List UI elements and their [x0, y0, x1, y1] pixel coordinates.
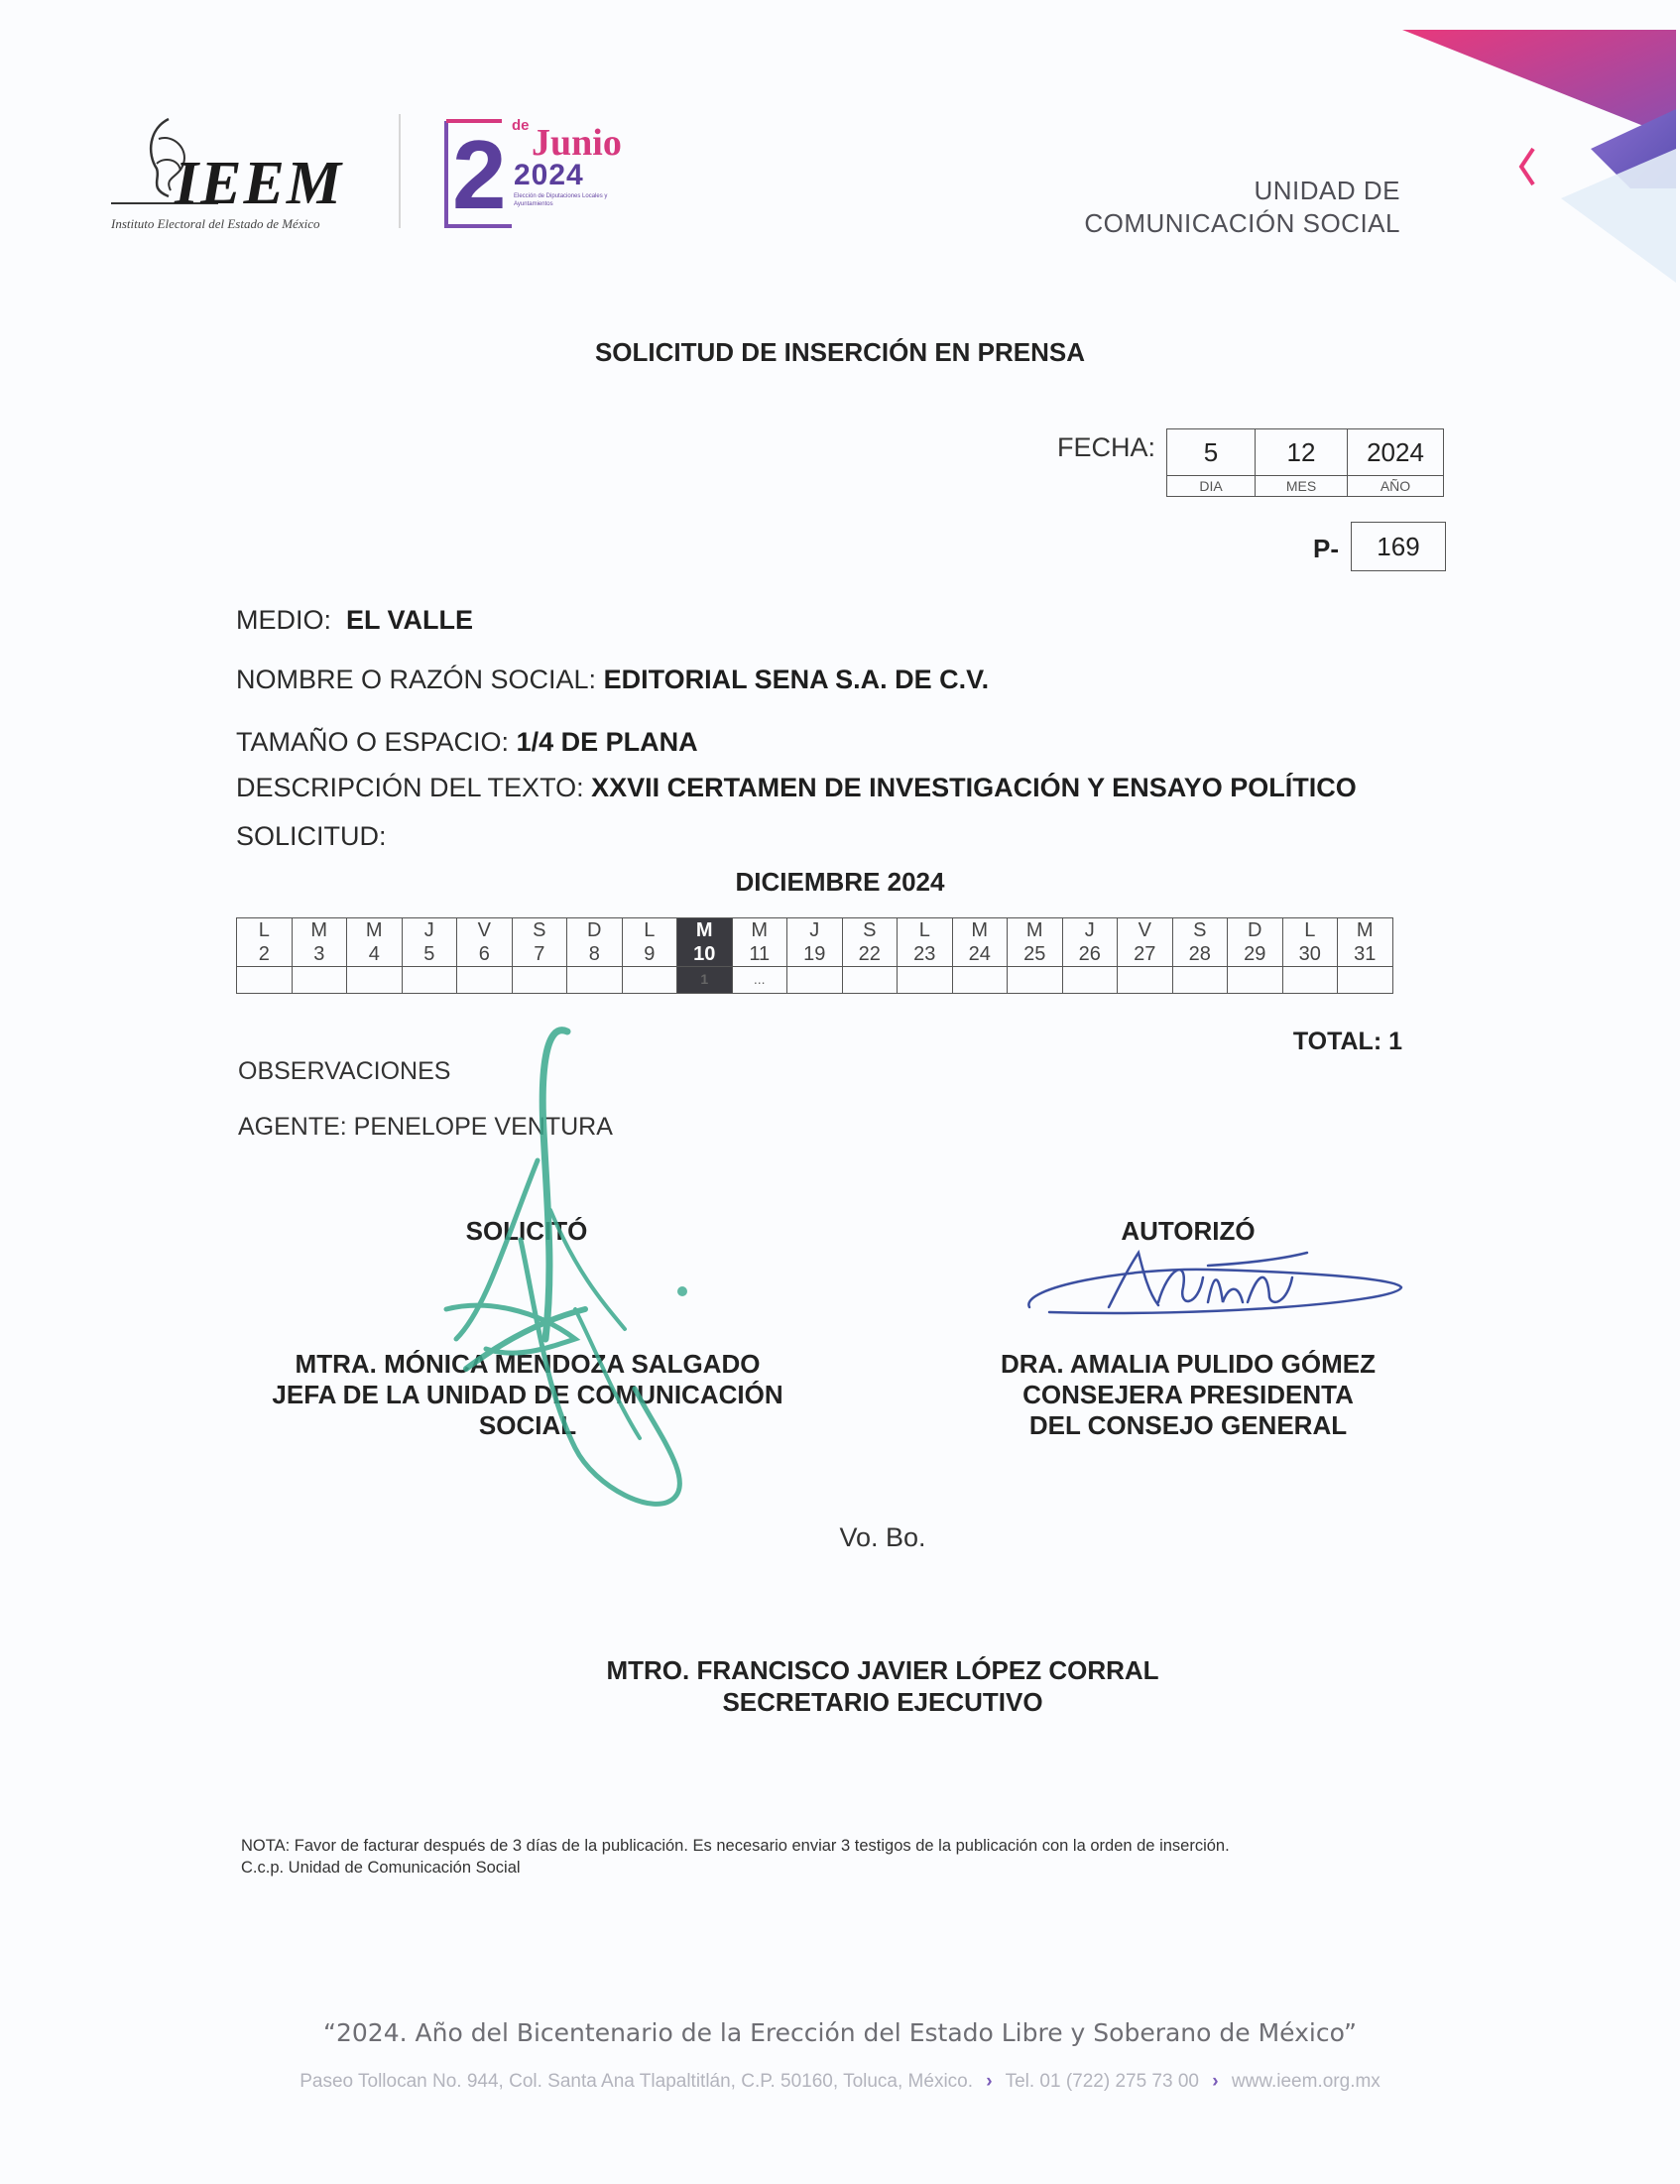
tamano-value: 1/4 DE PLANA	[516, 727, 698, 757]
header-divider	[399, 114, 401, 228]
razon-label: NOMBRE O RAZÓN SOCIAL:	[236, 665, 597, 694]
election-logo-month: Junio	[532, 122, 622, 164]
field-descripcion	[236, 773, 1357, 803]
calendar-weekday: M	[751, 919, 769, 941]
election-logo-year: 2024	[514, 159, 584, 191]
agente: AGENTE: PENELOPE VENTURA	[238, 1113, 613, 1141]
folio-prefix: P-	[1313, 534, 1339, 563]
calendar-weekday: S	[533, 919, 546, 941]
calendar-day-3	[292, 918, 347, 967]
document-title: SOLICITUD DE INSERCIÓN EN PRENSA	[594, 337, 1086, 367]
calendar-day-9	[622, 918, 677, 967]
election-logo-de: de	[512, 117, 530, 134]
calendar-date: 9	[644, 943, 656, 965]
calendar-quantity-4	[347, 967, 403, 994]
calendar-weekday: J	[423, 919, 434, 941]
calendar-quantity-6	[457, 967, 513, 994]
calendar-quantity-27	[1118, 967, 1173, 994]
calendar-weekday: J	[809, 919, 820, 941]
autorizo-name: DRA. AMALIA PULIDO GÓMEZ	[1001, 1349, 1376, 1379]
calendar-date: 3	[313, 943, 325, 965]
calendar-quantity-26	[1062, 967, 1118, 994]
unit-name	[1084, 175, 1400, 240]
nota-line-2: C.c.p. Unidad de Comunicación Social	[241, 1859, 521, 1877]
calendar-weekday: V	[1138, 919, 1151, 941]
calendar-weekday: V	[477, 919, 491, 941]
fecha-box	[1166, 428, 1444, 497]
secretario-role: SECRETARIO EJECUTIVO	[722, 1687, 1043, 1717]
solicito-role-2: SOCIAL	[478, 1410, 577, 1440]
field-razon-social	[236, 665, 989, 695]
calendar-day-19	[787, 918, 843, 967]
calendar-day-4	[347, 918, 403, 967]
calendar-weekday: L	[1304, 919, 1316, 941]
folio-number: 169	[1351, 522, 1446, 571]
calendar-weekday: D	[587, 919, 602, 941]
calendar-day-27	[1118, 918, 1173, 967]
razon-value: EDITORIAL SENA S.A. DE C.V.	[603, 665, 990, 694]
calendar-day-6	[457, 918, 513, 967]
field-tamano	[236, 727, 698, 758]
calendar-quantity-7	[512, 967, 567, 994]
calendar-day-11	[732, 918, 787, 967]
calendar-date: 5	[423, 943, 435, 965]
ieem-logo-subtitle: Instituto Electoral del Estado de México	[111, 216, 320, 231]
fecha-mes-label: MES	[1256, 476, 1348, 497]
calendar-quantity-19	[787, 967, 843, 994]
calendar-date: 24	[968, 943, 991, 965]
calendar-date: 23	[913, 943, 936, 965]
corner-decoration	[1363, 0, 1680, 317]
calendar-quantity-28	[1172, 967, 1228, 994]
calendar-day-26	[1062, 918, 1118, 967]
calendar-date: 2	[258, 943, 270, 965]
calendar-quantity-11: ...	[732, 967, 787, 994]
ieem-logo-text: IEEM	[175, 150, 343, 217]
calendar-date: 10	[693, 943, 716, 965]
solicito-heading: SOLICITÓ	[465, 1216, 588, 1246]
calendar-date: 31	[1354, 943, 1377, 965]
calendar-weekday: S	[1193, 919, 1207, 941]
fecha-anio: 2024	[1348, 428, 1444, 476]
handwritten-signature-autorizo	[1010, 1248, 1406, 1327]
calendar-date: 25	[1023, 943, 1046, 965]
calendar-quantity-29	[1228, 967, 1283, 994]
calendar-date: 27	[1134, 943, 1156, 965]
calendar-date: 19	[803, 943, 826, 965]
descripcion-label: DESCRIPCIÓN DEL TEXTO:	[236, 773, 584, 802]
nota	[241, 1835, 1230, 1879]
calendar-quantity-24	[952, 967, 1008, 994]
unit-line-2: COMUNICACIÓN SOCIAL	[1084, 208, 1400, 238]
calendar-quantity-23	[898, 967, 953, 994]
fecha-dia: 5	[1166, 428, 1256, 476]
footer-address-line	[0, 2071, 1680, 2093]
footer-quote: “2024. Año del Bicentenario de la Erección del Estado Libre y Soberano de México”	[323, 2018, 1357, 2047]
calendar-weekday: D	[1248, 919, 1262, 941]
calendar-weekday: M	[695, 919, 713, 941]
total: TOTAL: 1	[1292, 1028, 1402, 1055]
calendar-day-23	[898, 918, 953, 967]
chevron-right-icon: ›	[1212, 2071, 1219, 2092]
observaciones-label: OBSERVACIONES	[238, 1057, 451, 1085]
field-solicitud	[236, 821, 387, 852]
autorizo-role-2: DEL CONSEJO GENERAL	[1028, 1410, 1348, 1440]
fecha-label: FECHA:	[1057, 432, 1156, 462]
calendar-date: 29	[1244, 943, 1266, 965]
calendar-quantity-10: 1	[677, 967, 733, 994]
calendar-day-8	[567, 918, 623, 967]
solicitud-label: SOLICITUD:	[236, 821, 387, 851]
calendar-day-5	[402, 918, 457, 967]
calendar-date: 6	[478, 943, 490, 965]
calendar-weekday: M	[365, 919, 383, 941]
unit-line-1: UNIDAD DE	[1254, 176, 1400, 205]
calendar-day-24	[952, 918, 1008, 967]
solicito-role-1: JEFA DE LA UNIDAD DE COMUNICACIÓN	[272, 1380, 783, 1409]
secretario-name: MTRO. FRANCISCO JAVIER LÓPEZ CORRAL	[606, 1655, 1159, 1685]
vobo-label: Vo. Bo.	[839, 1522, 926, 1552]
calendar-weekday: L	[258, 919, 270, 941]
footer-web: www.ieem.org.mx	[1231, 2071, 1380, 2092]
calendar-date: 30	[1298, 943, 1321, 965]
calendar-quantity-5	[402, 967, 457, 994]
calendar-quantity-8	[567, 967, 623, 994]
calendar-date: 11	[749, 943, 771, 965]
election-logo-number: 2	[452, 120, 507, 229]
solicito-name: MTRA. MÓNICA MENDOZA SALGADO	[295, 1349, 761, 1379]
handwritten-signature-solicito	[426, 1012, 744, 1527]
fecha-anio-label: AÑO	[1348, 476, 1444, 497]
calendar-day-31	[1338, 918, 1393, 967]
calendar-quantity-3	[292, 967, 347, 994]
calendar-day-30	[1282, 918, 1338, 967]
calendar-weekday: S	[863, 919, 877, 941]
calendar-weekday: L	[918, 919, 930, 941]
medio-value: EL VALLE	[346, 605, 474, 635]
medio-label: MEDIO:	[236, 605, 332, 635]
calendar-month: DICIEMBRE 2024	[735, 867, 945, 897]
autorizo-role-1: CONSEJERA PRESIDENTA	[1022, 1380, 1354, 1409]
autorizo-heading: AUTORIZÓ	[1121, 1216, 1256, 1246]
calendar-quantity-9	[622, 967, 677, 994]
fecha-dia-label: DIA	[1166, 476, 1256, 497]
calendar-date: 22	[858, 943, 881, 965]
chevron-right-icon: ›	[986, 2071, 993, 2092]
calendar-day-28	[1172, 918, 1228, 967]
field-medio	[236, 605, 473, 636]
calendar-quantity-22	[842, 967, 898, 994]
secretario-block	[0, 1654, 1680, 1718]
calendar-day-7	[512, 918, 567, 967]
calendar-date: 26	[1078, 943, 1101, 965]
calendar-table	[236, 917, 1393, 994]
calendar-weekday: M	[971, 919, 989, 941]
calendar-quantity-30	[1282, 967, 1338, 994]
election-logo-caption: Elección de Diputaciones Locales y Ayuntamientos	[514, 193, 608, 207]
fecha-mes: 12	[1256, 428, 1348, 476]
calendar-date: 8	[588, 943, 600, 965]
calendar-quantity-2	[237, 967, 293, 994]
calendar-day-25	[1008, 918, 1063, 967]
calendar-date: 28	[1188, 943, 1211, 965]
calendar-day-2	[237, 918, 293, 967]
footer-address: Paseo Tollocan No. 944, Col. Santa Ana Tlapaltitlán, C.P. 50160, Toluca, México.	[300, 2071, 974, 2092]
calendar-day-10	[677, 918, 733, 967]
calendar-quantity-25	[1008, 967, 1063, 994]
calendar-weekday: M	[1025, 919, 1043, 941]
calendar-date: 4	[368, 943, 380, 965]
calendar-day-29	[1228, 918, 1283, 967]
calendar-date: 7	[534, 943, 545, 965]
nota-line-1: NOTA: Favor de facturar después de 3 días de la publicación. Es necesario enviar 3 testigos de la publicación con la orden de inserción.	[241, 1837, 1230, 1855]
calendar-quantity-31	[1338, 967, 1393, 994]
tamano-label: TAMAÑO O ESPACIO:	[236, 727, 510, 757]
autorizo-block	[891, 1349, 1486, 1441]
calendar-weekday: M	[1356, 919, 1374, 941]
descripcion-value: XXVII CERTAMEN DE INVESTIGACIÓN Y ENSAYO POLÍTICO	[591, 773, 1357, 802]
calendar-day-22	[842, 918, 898, 967]
calendar-weekday: L	[644, 919, 656, 941]
calendar-weekday: J	[1084, 919, 1095, 941]
footer-phone: Tel. 01 (722) 275 73 00	[1005, 2071, 1199, 2092]
calendar-weekday: M	[310, 919, 328, 941]
